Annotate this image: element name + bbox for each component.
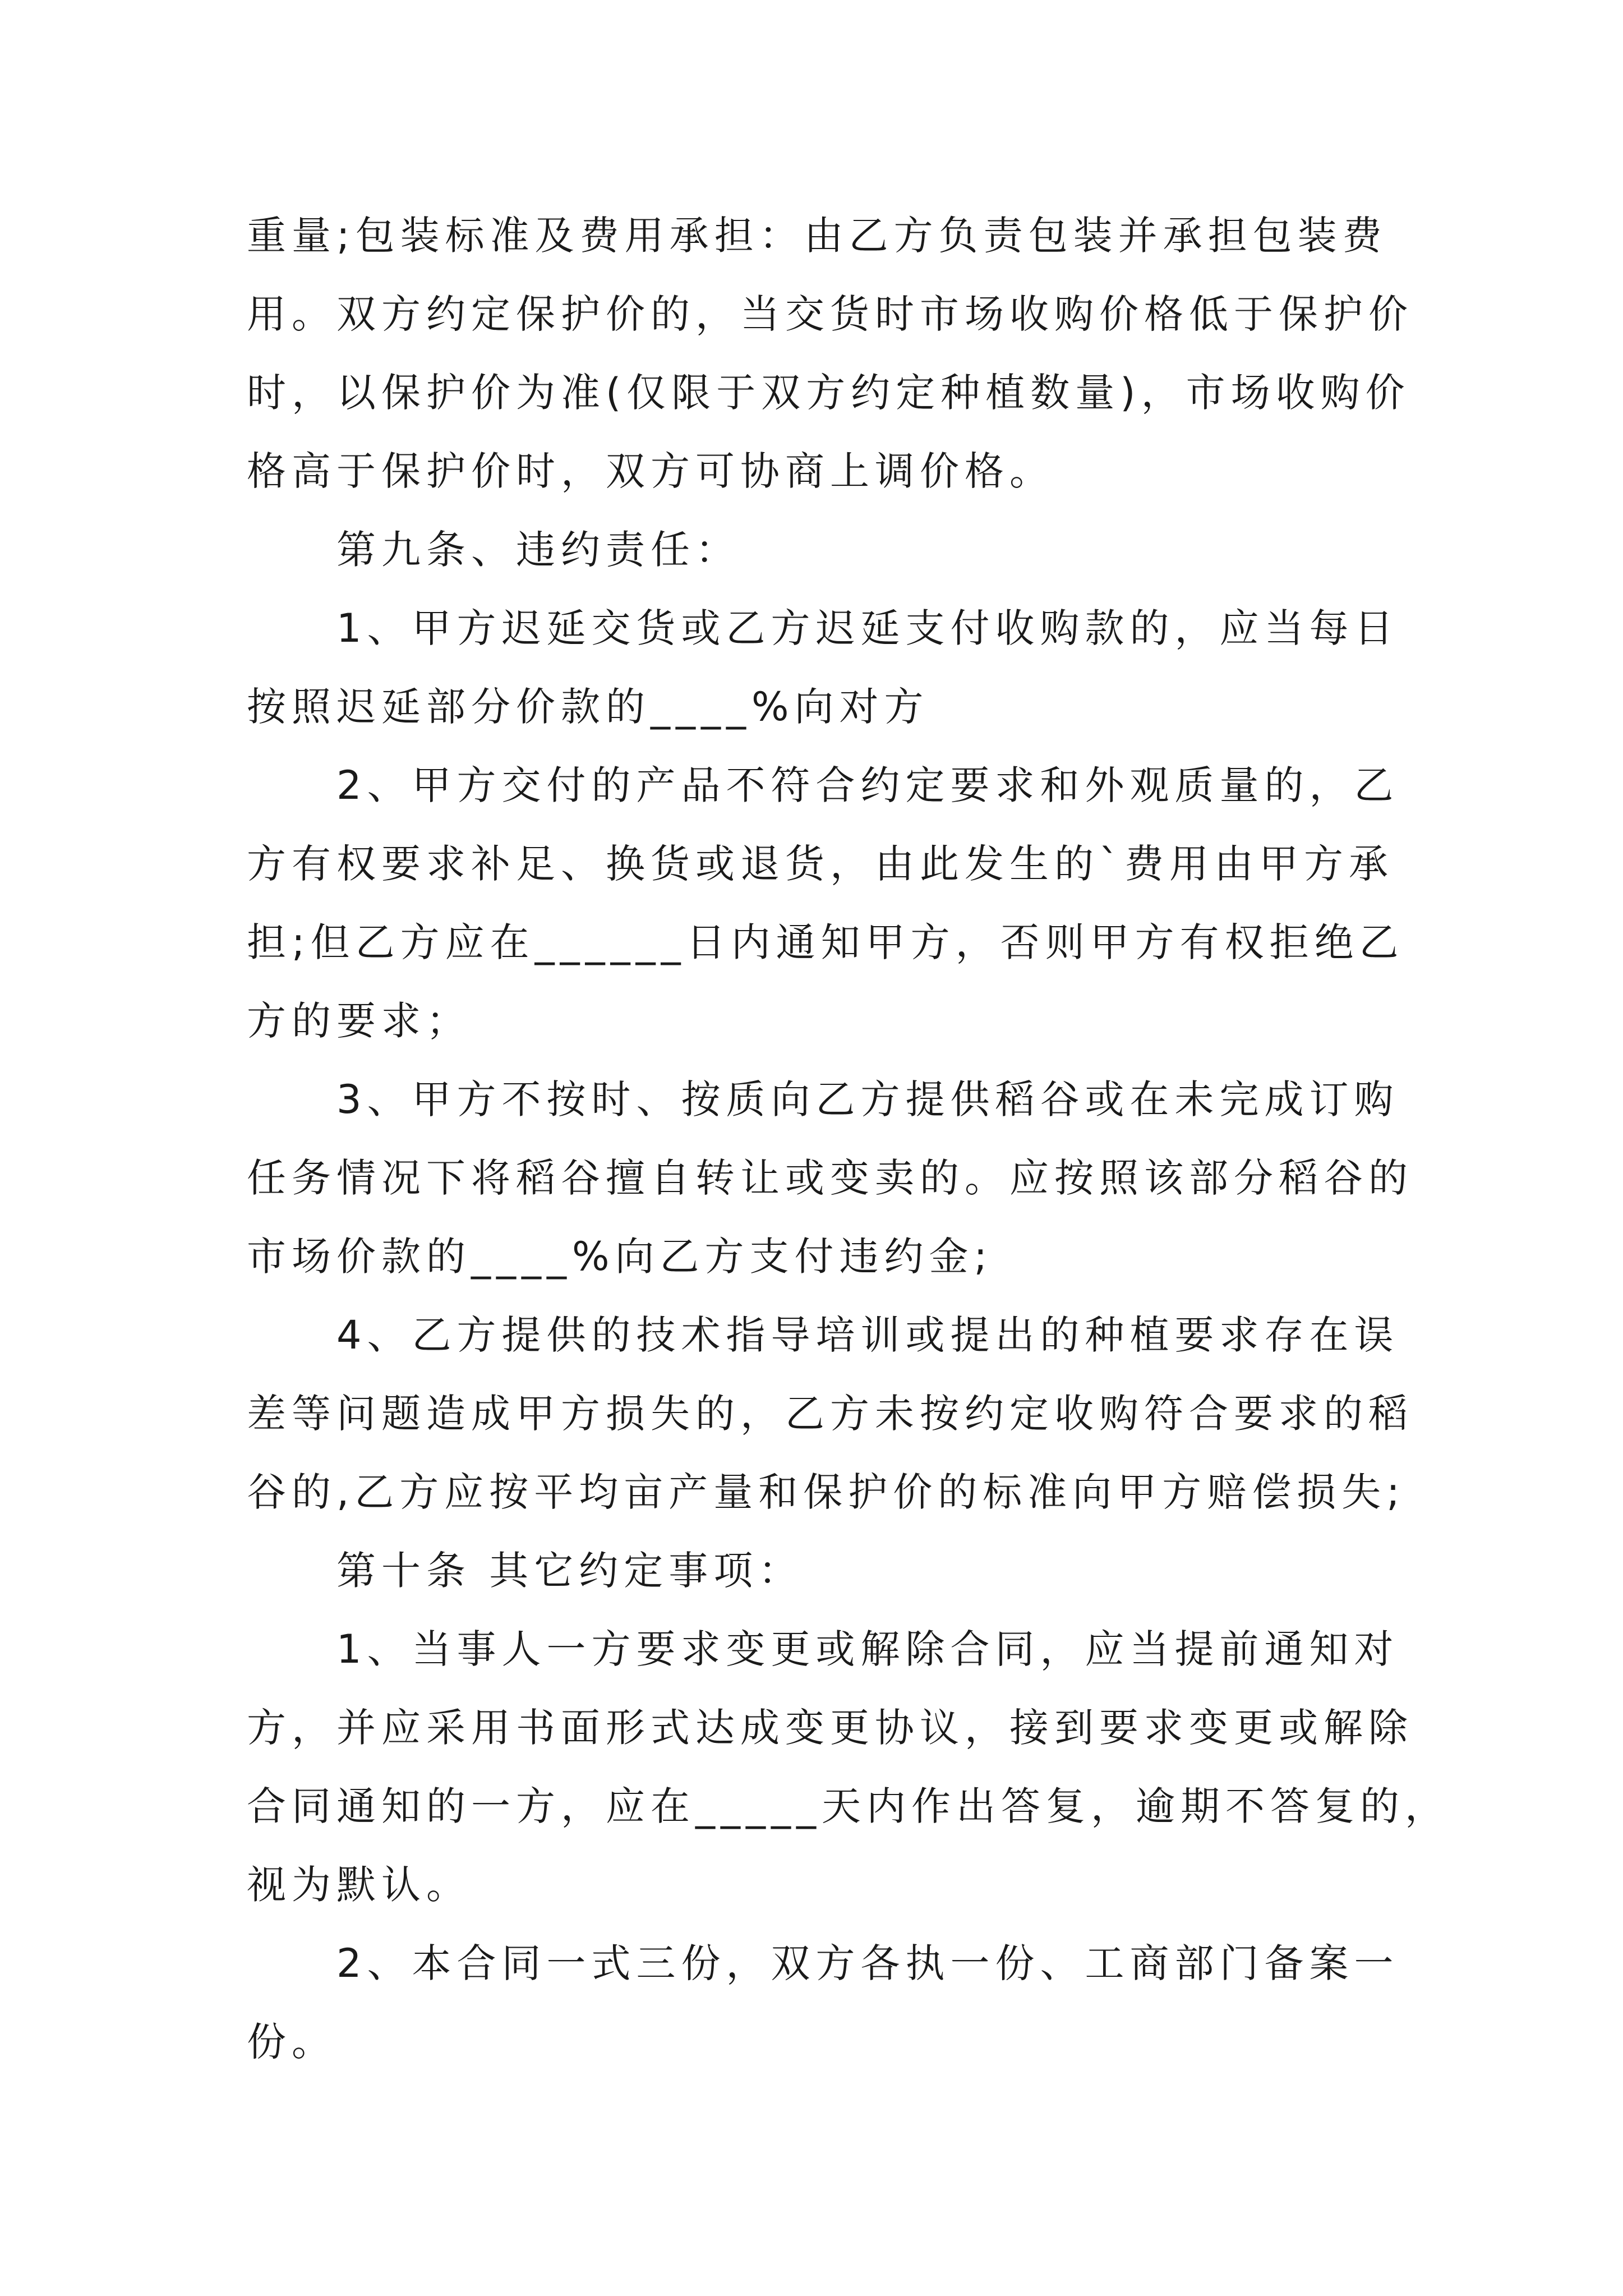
text-line: 时，以保护价为准(仅限于双方约定种植数量)，市场收购价 (247, 370, 1410, 416)
text-line: 差等问题造成甲方损失的，乙方未按约定收购符合要求的稻 (247, 1391, 1413, 1437)
text-line: 4、乙方提供的技术指导培训或提出的种植要求存在误 (336, 1312, 1399, 1358)
text-line: 方，并应采用书面形式达成变更协议，接到要求变更或解除 (247, 1705, 1413, 1751)
text-line: 合同通知的一方，应在_____天内作出答复，逾期不答复的， (247, 1783, 1450, 1829)
text-line: 3、甲方不按时、按质向乙方提供稻谷或在未完成订购 (336, 1076, 1399, 1122)
text-line: 用。双方约定保护价的，当交货时市场收购价格低于保护价 (247, 291, 1413, 337)
text-line: 格高于保护价时，双方可协商上调价格。 (247, 448, 1054, 494)
text-line: 方的要求； (247, 998, 471, 1044)
text-line: 按照迟延部分价款的____%向对方 (247, 684, 929, 730)
text-line: 市场价款的____%向乙方支付违约金; (247, 1234, 993, 1280)
text-line: 担;但乙方应在______日内通知甲方，否则甲方有权拒绝乙 (247, 919, 1404, 965)
section-heading: 第九条、违约责任： (336, 527, 740, 573)
text-line: 2、甲方交付的产品不符合约定要求和外观质量的，乙 (336, 762, 1399, 808)
text-line: 视为默认。 (247, 1862, 471, 1908)
text-line: 重量;包装标准及费用承担：由乙方负责包装并承担包装费 (247, 213, 1387, 259)
text-line: 份。 (247, 2019, 336, 2065)
text-line: 方有权要求补足、换货或退货，由此发生的`费用由甲方承 (247, 841, 1394, 887)
section-heading: 第十条 其它约定事项： (336, 1548, 804, 1594)
text-line: 任务情况下将稻谷擅自转让或变卖的。应按照该部分稻谷的 (247, 1155, 1413, 1201)
text-line: 谷的,乙方应按平均亩产量和保护价的标准向甲方赔偿损失; (247, 1469, 1405, 1515)
text-line: 2、本合同一式三份，双方各执一份、工商部门备案一 (336, 1940, 1399, 1986)
text-line: 1、甲方迟延交货或乙方迟延支付收购款的，应当每日 (336, 605, 1399, 651)
text-line: 1、当事人一方要求变更或解除合同，应当提前通知对 (336, 1626, 1399, 1672)
